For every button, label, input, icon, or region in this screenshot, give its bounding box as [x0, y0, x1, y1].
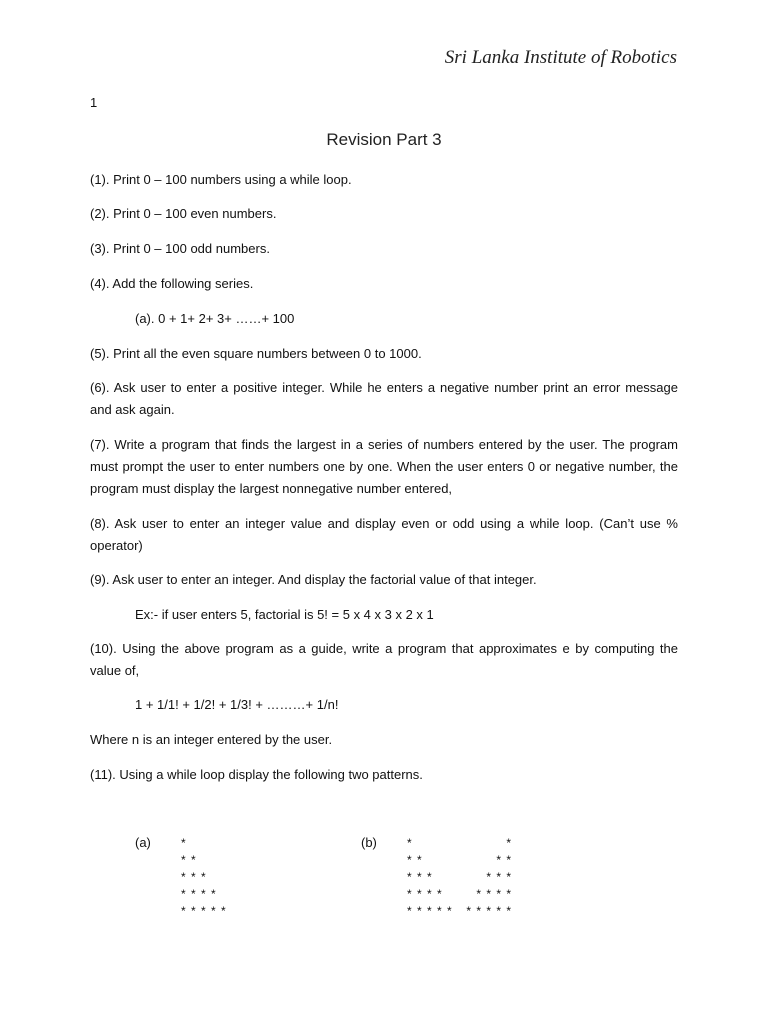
- pattern-b-left-row: *: [407, 836, 413, 850]
- page-title: Revision Part 3: [326, 130, 442, 149]
- question-10-formula: 1 + 1/1! + 1/2! + 1/3! + ………+ 1/n!: [135, 697, 339, 712]
- pattern-b-right: [452, 835, 512, 920]
- question-7: (7). Write a program that finds the largest in a series of numbers entered by the user. The program must prompt the user to enter numbers one by one. When the user enters 0 or negative number, the program must display the largest nonnegative number entered,: [90, 437, 678, 496]
- question-8: (8). Ask user to enter an integer value and display even or odd using a while loop. (Can’t use % operator): [90, 516, 678, 553]
- pattern-a-row: *: [181, 836, 187, 850]
- question-9: (9). Ask user to enter an integer. And display the factorial value of that integer.: [90, 572, 537, 587]
- pattern-a-row: * *: [181, 853, 197, 867]
- question-10: (10). Using the above program as a guide, write a program that approximates e by computing the value of,: [90, 641, 678, 678]
- pattern-a-row: * * *: [181, 870, 207, 884]
- question-5: (5). Print all the even square numbers between 0 to 1000.: [90, 346, 422, 361]
- question-4: (4). Add the following series.: [90, 276, 254, 291]
- question-9-example: Ex:- if user enters 5, factorial is 5! = 5 x 4 x 3 x 2 x 1: [135, 607, 434, 622]
- page-number: 1: [90, 95, 98, 110]
- pattern-a: [181, 835, 227, 920]
- pattern-a-row: * * * *: [181, 887, 217, 901]
- pattern-b-right-row: * * *: [486, 870, 512, 884]
- pattern-b-left-row: * * * *: [407, 887, 443, 901]
- question-3: (3). Print 0 – 100 odd numbers.: [90, 241, 270, 256]
- pattern-b-left-row: * * *: [407, 870, 433, 884]
- pattern-a-row: * * * * *: [181, 904, 227, 918]
- pattern-b-right-row: * * * *: [476, 887, 512, 901]
- pattern-b-left: [407, 835, 453, 920]
- question-10-note: Where n is an integer entered by the user.: [90, 732, 333, 747]
- pattern-a-label: (a): [135, 835, 151, 850]
- pattern-b-left-row: * * * * *: [407, 904, 453, 918]
- question-1: (1). Print 0 – 100 numbers using a while loop.: [90, 172, 352, 187]
- pattern-b-right-row: * * * * *: [466, 904, 512, 918]
- pattern-b-right-row: * *: [496, 853, 512, 867]
- question-11: (11). Using a while loop display the following two patterns.: [90, 767, 423, 782]
- pattern-b-label: (b): [361, 835, 377, 850]
- pattern-b-right-row: *: [506, 836, 512, 850]
- question-2: (2). Print 0 – 100 even numbers.: [90, 206, 277, 221]
- question-4a-series: (a). 0 + 1+ 2+ 3+ ……+ 100: [135, 311, 295, 326]
- question-6: (6). Ask user to enter a positive integer. While he enters a negative number print an error message and ask again.: [90, 380, 678, 417]
- institute-header: Sri Lanka Institute of Robotics: [444, 47, 677, 68]
- pattern-b-left-row: * *: [407, 853, 423, 867]
